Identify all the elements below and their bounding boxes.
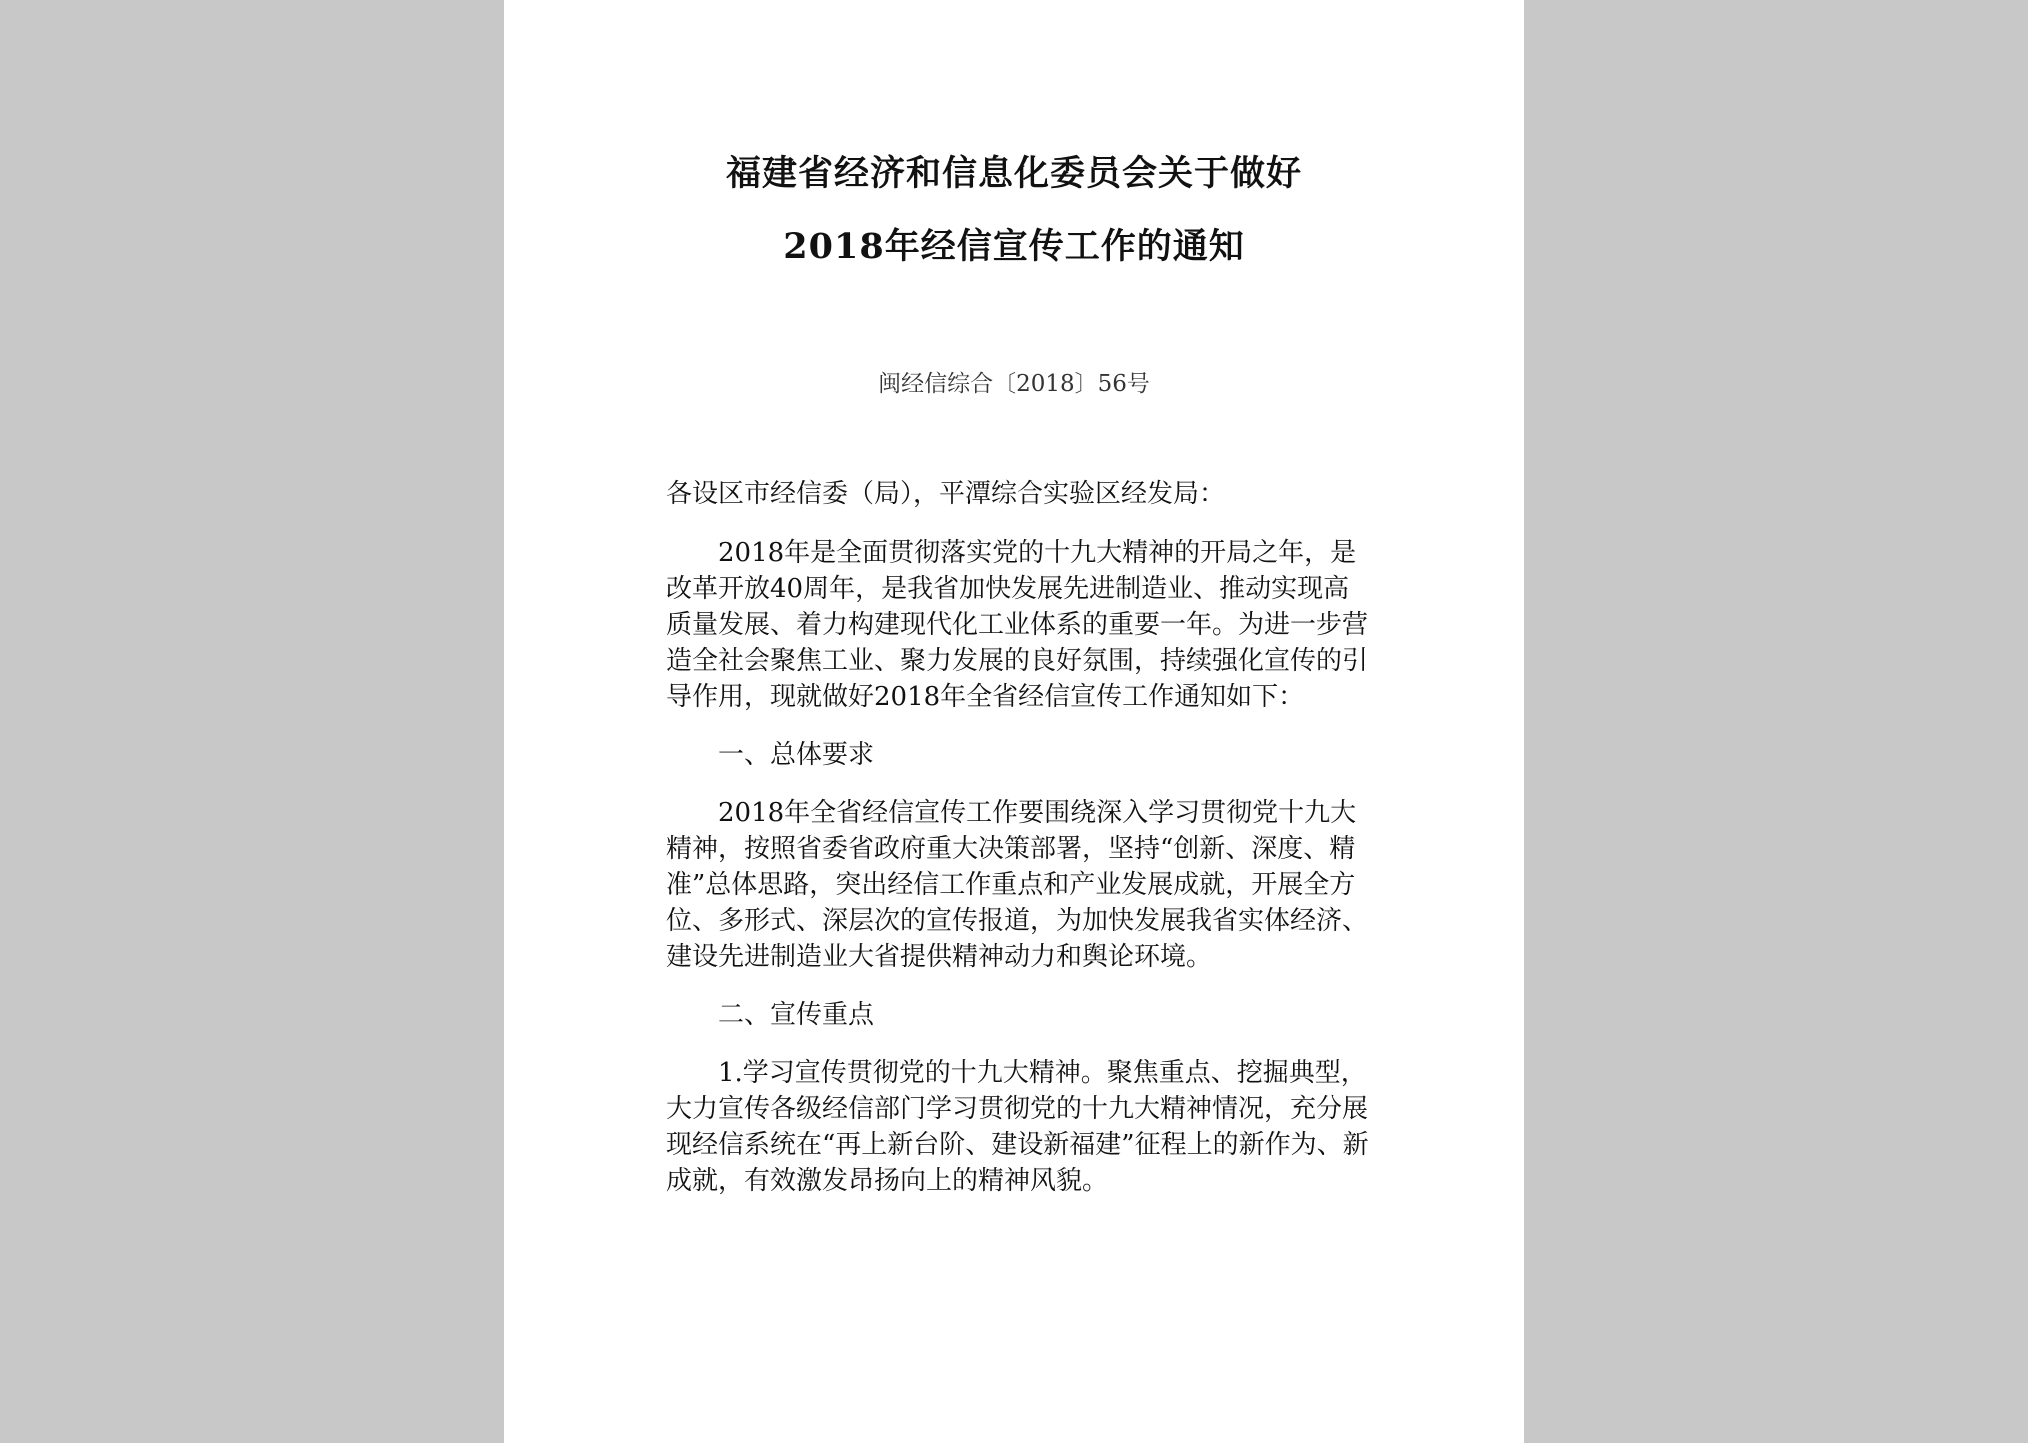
- intro-paragraph: 2018年是全面贯彻落实党的十九大精神的开局之年，是改革开放40周年，是我省加快发展先进制造业、推动实现高质量发展、着力构建现代化工业体系的重要一年。为进一步营造全社会聚焦工业、聚力发展的良好氛围，持续强化宣传的引导作用，现就做好2018年全省经信宣传工作通知如下：: [666, 538, 1369, 712]
- document-number: 闽经信综合〔2018〕56号: [878, 371, 1150, 397]
- addressee: 各设区市经信委（局），平潭综合实验区经发局：: [666, 479, 1226, 509]
- section-1-paragraph: 2018年全省经信宣传工作要围绕深入学习贯彻党十九大精神，按照省委省政府重大决策部署，坚持“创新、深度、精准”总体思路，突出经信工作重点和产业发展成就，开展全方位、多形式、深层次的宣传报道，为加快发展我省实体经济、建设先进制造业大省提供精神动力和舆论环境。: [666, 798, 1369, 972]
- document-title-line-1: 福建省经济和信息化委员会关于做好: [725, 153, 1302, 194]
- section-heading-1: 一、总体要求: [718, 740, 875, 770]
- document-body: [666, 476, 1374, 1199]
- document-page: [504, 0, 1524, 1443]
- section-heading-2: 二、宣传重点: [718, 1000, 875, 1030]
- section-2-item-1: 1.学习宣传贯彻党的十九大精神。聚焦重点、挖掘典型，大力宣传各级经信部门学习贯彻党的十九大精神情况，充分展现经信系统在“再上新台阶、建设新福建”征程上的新作为、新成就，有效激发昂扬向上的精神风貌。: [666, 1058, 1369, 1196]
- document-title-line-2: 2018年经信宣传工作的通知: [783, 226, 1245, 267]
